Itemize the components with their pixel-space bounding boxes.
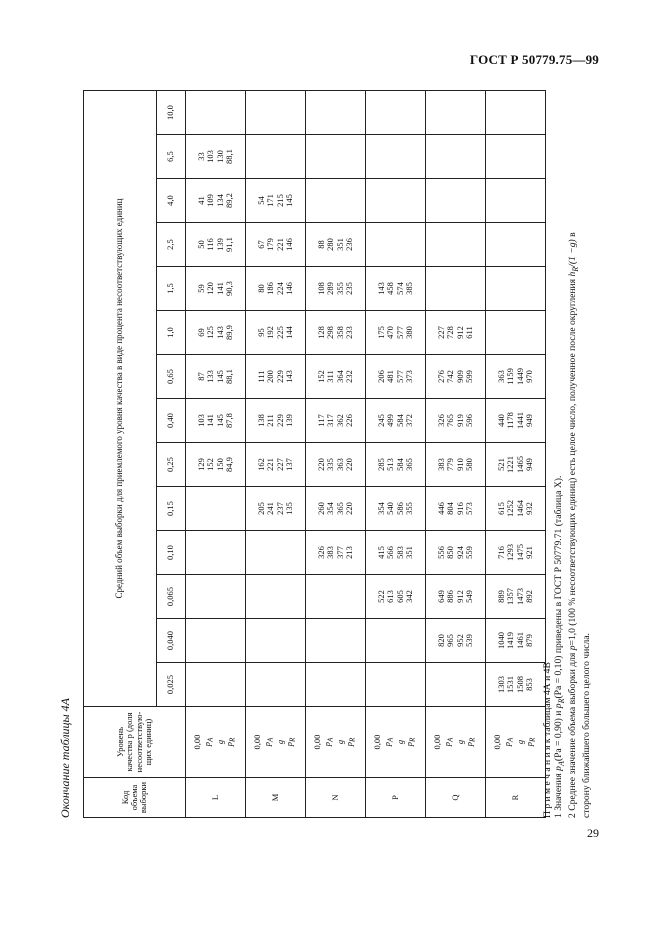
aql-header-cell: 1,0: [157, 311, 186, 355]
table-title: Окончание таблицы 4А: [58, 697, 72, 818]
note-2-cont: сторону ближайшего большего целого числа.: [580, 633, 592, 818]
sample-size-cell: 50 116 139 91,1: [186, 223, 246, 267]
sample-size-cell: 285 513 584 365: [366, 443, 426, 487]
sample-code-cell: P: [366, 778, 426, 818]
sample-size-cell: [186, 91, 246, 135]
table-row: [306, 91, 366, 818]
sample-size-cell: [366, 135, 426, 179]
sample-size-cell: 41 109 134 89,2: [186, 179, 246, 223]
sample-size-cell: [246, 619, 306, 663]
sample-size-cell: 205 241 237 135: [246, 487, 306, 531]
sample-size-cell: 446 804 916 573: [426, 487, 486, 531]
sample-size-cell: 88 280 351 236: [306, 223, 366, 267]
aql-header-cell: 0,10: [157, 531, 186, 575]
sample-size-cell: [426, 663, 486, 707]
group-header: Средний объем выборки для приемлемого уровня качества в виде процента несоответствующих единиц: [84, 91, 157, 707]
aql-header-cell: 2,5: [157, 223, 186, 267]
sample-code-cell: M: [246, 778, 306, 818]
rotated-page-content: [56, 83, 601, 818]
quality-level-labels: 0,00 $p_A$ g $p_R$: [306, 707, 366, 778]
aql-header-cell: 0,025: [157, 663, 186, 707]
sample-size-cell: [426, 135, 486, 179]
aql-header-cell: 0,040: [157, 619, 186, 663]
sample-size-cell: 716 1293 1475 921: [486, 531, 546, 575]
sample-size-cell: [186, 663, 246, 707]
sample-size-cell: 649 886 912 549: [426, 575, 486, 619]
sample-size-cell: 69 125 143 89,9: [186, 311, 246, 355]
aql-header-cell: 10,0: [157, 91, 186, 135]
sample-size-cell: [246, 135, 306, 179]
sample-size-cell: [486, 223, 546, 267]
sample-size-cell: 87 133 145 88,1: [186, 355, 246, 399]
sample-size-table: [83, 90, 546, 818]
sample-size-cell: [366, 91, 426, 135]
aql-header-cell: 0,15: [157, 487, 186, 531]
sample-size-cell: [426, 179, 486, 223]
sample-size-cell: 276 742 909 599: [426, 355, 486, 399]
sample-size-cell: [246, 575, 306, 619]
aql-header-cell: 0,40: [157, 399, 186, 443]
sample-size-cell: 245 499 584 372: [366, 399, 426, 443]
sample-code-cell: R: [486, 778, 546, 818]
sample-size-cell: 95 192 225 144: [246, 311, 306, 355]
sample-size-cell: [246, 91, 306, 135]
note-2: 2 Среднее значение объема выборки для p=1,0 (100 % несоответствующих единиц) есть целое число, полученное после округления $h_R/(1 -g)$ в: [566, 232, 580, 818]
aql-header-cell: 0,25: [157, 443, 186, 487]
page-number: 29: [587, 826, 599, 840]
sample-size-cell: [186, 619, 246, 663]
sample-size-cell: 363 1159 1449 970: [486, 355, 546, 399]
table-row: [186, 91, 246, 818]
sample-size-cell: 143 458 574 385: [366, 267, 426, 311]
sample-size-cell: 59 120 141 90,3: [186, 267, 246, 311]
sample-size-cell: 138 211 229 139: [246, 399, 306, 443]
sample-size-cell: 615 1252 1464 932: [486, 487, 546, 531]
sample-size-cell: [486, 91, 546, 135]
sample-size-cell: [306, 135, 366, 179]
sample-size-cell: [246, 531, 306, 575]
sample-size-cell: 227 728 912 611: [426, 311, 486, 355]
sample-size-cell: [306, 575, 366, 619]
sample-size-cell: 117 317 362 226: [306, 399, 366, 443]
sample-size-cell: 521 1221 1465 949: [486, 443, 546, 487]
sample-size-cell: 111 200 229 143: [246, 355, 306, 399]
sample-size-cell: [306, 663, 366, 707]
sample-size-cell: 206 481 577 373: [366, 355, 426, 399]
aql-header-cell: 1,5: [157, 267, 186, 311]
sample-size-cell: 152 311 364 232: [306, 355, 366, 399]
sample-size-cell: 820 965 952 539: [426, 619, 486, 663]
note-1: 1 Значения $p_A(Pa = 0,90)$ и $p_R(Pa = 0,10)$ приведены в ГОСТ Р 50779.71 (таблица X).: [553, 475, 566, 818]
sample-size-cell: 162 221 227 137: [246, 443, 306, 487]
sample-size-cell: 80 186 224 146: [246, 267, 306, 311]
code-header: Код объема выборки: [84, 778, 186, 818]
sample-size-cell: [366, 619, 426, 663]
aql-header-cell: 4,0: [157, 179, 186, 223]
sample-size-cell: 33 103 130 88,1: [186, 135, 246, 179]
table-row: [366, 91, 426, 818]
sample-size-cell: 326 383 377 213: [306, 531, 366, 575]
sample-size-cell: [366, 223, 426, 267]
sample-size-cell: 1303 1531 1508 853: [486, 663, 546, 707]
sample-size-cell: 220 335 363 220: [306, 443, 366, 487]
sample-size-cell: 383 779 910 580: [426, 443, 486, 487]
sample-size-cell: 522 613 605 342: [366, 575, 426, 619]
sample-size-cell: [306, 179, 366, 223]
sample-size-cell: 260 354 365 220: [306, 487, 366, 531]
notes-title: П р и м е ч а н и я к таблицам 4А и 4В: [542, 662, 553, 818]
sample-code-cell: N: [306, 778, 366, 818]
sample-size-cell: 54 171 215 145: [246, 179, 306, 223]
sample-size-cell: 175 470 577 380: [366, 311, 426, 355]
sample-size-cell: [306, 91, 366, 135]
sample-size-cell: [426, 91, 486, 135]
sample-size-cell: [486, 135, 546, 179]
sample-size-cell: 556 850 924 559: [426, 531, 486, 575]
sample-size-cell: [486, 267, 546, 311]
sample-size-cell: 108 289 355 235: [306, 267, 366, 311]
sample-size-cell: [486, 311, 546, 355]
sample-size-cell: 440 1178 1441 949: [486, 399, 546, 443]
aql-header-cell: 6,5: [157, 135, 186, 179]
standard-header: ГОСТ Р 50779.75—99: [469, 52, 599, 67]
sample-size-cell: [426, 267, 486, 311]
sample-code-cell: L: [186, 778, 246, 818]
sample-size-cell: [246, 663, 306, 707]
sample-size-cell: 103 141 145 87,8: [186, 399, 246, 443]
level-header: Уровень качества p (доля несоответствую- щих единиц): [84, 707, 186, 778]
sample-size-cell: 889 1357 1473 892: [486, 575, 546, 619]
quality-level-labels: 0,00 $p_A$ g $p_R$: [486, 707, 546, 778]
sample-size-cell: [426, 223, 486, 267]
sample-size-cell: 67 179 221 146: [246, 223, 306, 267]
sample-size-cell: [306, 619, 366, 663]
aql-header-cell: 0,065: [157, 575, 186, 619]
quality-level-labels: 0,00 $p_A$ g $p_R$: [246, 707, 306, 778]
table-row: [426, 91, 486, 818]
table-row: [246, 91, 306, 818]
sample-size-cell: 1040 1419 1461 879: [486, 619, 546, 663]
table-row: [486, 91, 546, 818]
sample-size-cell: [366, 663, 426, 707]
sample-size-cell: 128 298 358 233: [306, 311, 366, 355]
sample-size-cell: [486, 179, 546, 223]
sample-size-cell: [366, 179, 426, 223]
quality-level-labels: 0,00 $p_A$ g $p_R$: [426, 707, 486, 778]
sample-code-cell: Q: [426, 778, 486, 818]
quality-level-labels: 0,00 $p_A$ g $p_R$: [366, 707, 426, 778]
aql-header-cell: 0,65: [157, 355, 186, 399]
sample-size-cell: [186, 531, 246, 575]
sample-size-cell: [186, 575, 246, 619]
notes: [542, 83, 592, 818]
sample-size-cell: [186, 487, 246, 531]
sample-size-cell: 129 152 150 84,9: [186, 443, 246, 487]
sample-size-cell: 326 765 919 596: [426, 399, 486, 443]
sample-size-cell: 354 540 586 355: [366, 487, 426, 531]
quality-level-labels: 0,00 $p_A$ g $p_R$: [186, 707, 246, 778]
sample-size-cell: 415 566 583 351: [366, 531, 426, 575]
